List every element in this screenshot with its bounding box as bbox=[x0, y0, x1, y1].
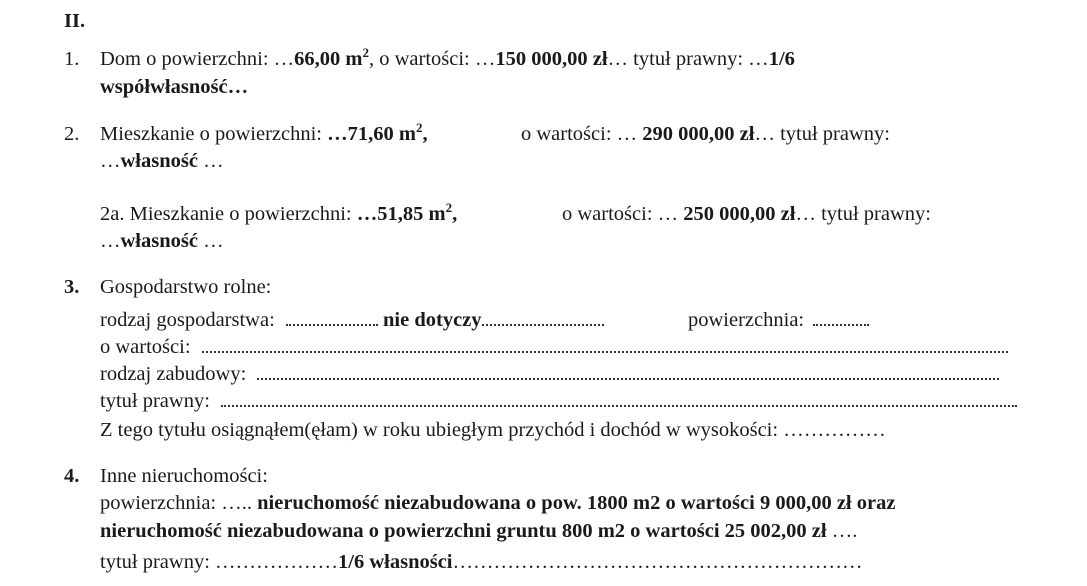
house-title-part1: 1/6 bbox=[768, 48, 795, 70]
flat-area: …71,60 m bbox=[327, 123, 416, 145]
flat-area-post: , bbox=[422, 123, 428, 145]
farm-value-label: o wartości: bbox=[100, 336, 191, 358]
other-desc-line1 bbox=[100, 490, 895, 516]
house-label: Dom o powierzchni: bbox=[100, 48, 269, 70]
flat-title-value: własność bbox=[120, 150, 198, 172]
other-title-value: 1/6 własności bbox=[338, 551, 453, 573]
house-title-part2: współwłasność… bbox=[100, 76, 249, 98]
farm-income-value: …………… bbox=[783, 419, 886, 441]
house-area-pre: … bbox=[273, 48, 295, 70]
section-heading: II. bbox=[64, 10, 86, 32]
item-other-number: 4. bbox=[64, 465, 80, 487]
other-desc-line2 bbox=[100, 518, 857, 544]
flat2a-area-sup: 2 bbox=[445, 200, 453, 215]
farm-buildings-row bbox=[100, 361, 999, 387]
item-house-number: 1. bbox=[64, 48, 80, 70]
farm-type-row bbox=[100, 307, 604, 333]
item-flat-number: 2. bbox=[64, 123, 80, 145]
flat-title-label: … tytuł prawny: bbox=[754, 123, 890, 145]
flat2a-title-value: własność bbox=[120, 230, 198, 252]
flat-title-post: … bbox=[203, 150, 224, 172]
item-flat-line2 bbox=[100, 148, 224, 174]
farm-value-row bbox=[100, 334, 1008, 360]
flat-value: 290 000,00 zł bbox=[642, 123, 755, 145]
item-flat2a-line1 bbox=[100, 201, 457, 227]
flat-area-sup: 2 bbox=[415, 120, 423, 135]
flat2a-title-label: … tytuł prawny: bbox=[795, 203, 931, 225]
other-title-post: …………………………………………………… bbox=[452, 551, 863, 573]
farm-buildings-label: rodzaj zabudowy: bbox=[100, 363, 247, 385]
item-flat-value bbox=[521, 121, 890, 147]
flat2a-title-post: … bbox=[203, 230, 224, 252]
flat2a-area: …51,85 m bbox=[356, 203, 446, 225]
item-flat2a-value bbox=[562, 201, 931, 227]
item-house-line1 bbox=[100, 46, 795, 72]
farm-area-label: powierzchnia: bbox=[688, 309, 805, 331]
farm-income-label: Z tego tytułu osiągnąłem(ęłam) w roku ubiegłym przychód i dochód w wysokości: bbox=[100, 419, 779, 441]
item-house-line2 bbox=[100, 74, 248, 100]
item-flat2a-line2 bbox=[100, 228, 224, 254]
flat2a-area-post: , bbox=[452, 203, 458, 225]
house-value-label: , o wartości: … bbox=[368, 48, 496, 70]
flat-value-label: o wartości: … bbox=[521, 123, 638, 145]
other-title-row bbox=[100, 549, 863, 575]
other-desc-post: …. bbox=[831, 520, 858, 542]
flat2a-value-label: o wartości: … bbox=[562, 203, 679, 225]
other-heading: Inne nieruchomości: bbox=[100, 465, 268, 487]
other-area-label: powierzchnia: ….. bbox=[100, 492, 252, 514]
farm-type-label: rodzaj gospodarstwa: bbox=[100, 309, 275, 331]
farm-area-row bbox=[688, 307, 869, 333]
house-area-sup: 2 bbox=[362, 45, 369, 60]
farm-type-value: nie dotyczy bbox=[383, 309, 482, 331]
flat-title-pre: … bbox=[100, 150, 121, 172]
flat-label: Mieszkanie o powierzchni: bbox=[100, 123, 323, 145]
house-area: 66,00 m bbox=[294, 48, 363, 70]
other-desc-2: nieruchomość niezabudowana o powierzchni gruntu 800 m2 o wartości 25 002,00 zł bbox=[100, 520, 827, 542]
flat2a-title-pre: … bbox=[100, 230, 121, 252]
farm-title-label: tytuł prawny: bbox=[100, 390, 210, 412]
other-desc-1: nieruchomość niezabudowana o pow. 1800 m2 o wartości 9 000,00 zł oraz bbox=[257, 492, 896, 514]
house-title-label: … tytuł prawny: … bbox=[607, 48, 769, 70]
farm-heading: Gospodarstwo rolne: bbox=[100, 276, 272, 298]
flat2a-value: 250 000,00 zł bbox=[683, 203, 796, 225]
item-farm-number: 3. bbox=[64, 276, 80, 298]
farm-income-row bbox=[100, 417, 886, 443]
flat2a-number: 2a. bbox=[100, 203, 125, 225]
other-title-label: tytuł prawny: ……………… bbox=[100, 551, 339, 573]
flat2a-label: Mieszkanie o powierzchni: bbox=[129, 203, 352, 225]
item-flat-line1 bbox=[100, 121, 428, 147]
farm-title-row bbox=[100, 388, 1017, 414]
house-value: 150 000,00 zł bbox=[495, 48, 608, 70]
